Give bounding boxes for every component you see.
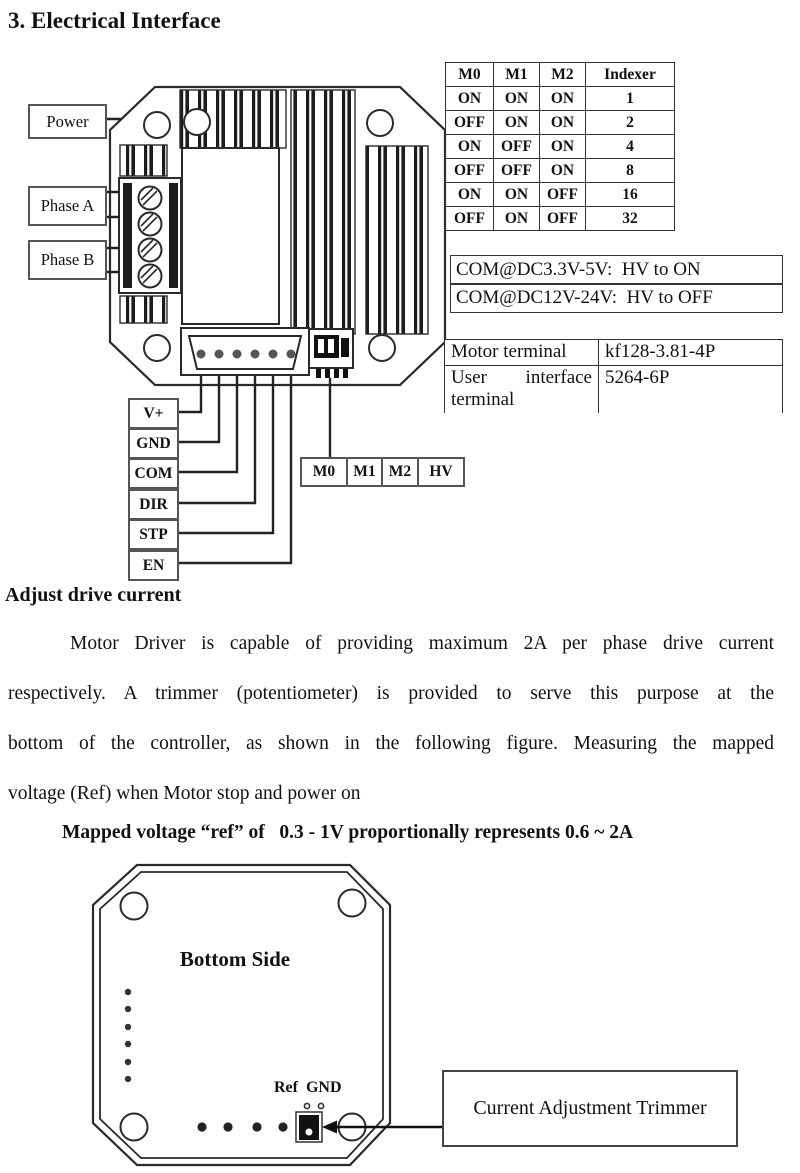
corner-hole [121, 893, 148, 920]
mode-cell-m1: M1 [348, 457, 383, 487]
terminal-name: Motor terminal [445, 340, 598, 366]
mode-cell-m0: M0 [300, 457, 348, 487]
col-header: M0 [446, 63, 494, 87]
cell: ON [540, 135, 586, 159]
terminal-value: kf128-3.81-4P [598, 340, 782, 366]
cell: ON [446, 87, 494, 111]
cell: ON [494, 183, 540, 207]
pin-label-stp: STP [128, 519, 179, 550]
mode-cell-m2: M2 [383, 457, 419, 487]
cell: 16 [586, 183, 675, 207]
indexer-table [445, 62, 675, 231]
terminal-value: 5264-6P [598, 366, 782, 413]
center-component [182, 148, 279, 324]
mapped-voltage-note: Mapped voltage “ref” of 0.3 - 1V proportionally represents 0.6 ~ 2A [62, 822, 634, 843]
ref-gnd-label: Ref GND [274, 1079, 342, 1096]
cell: 8 [586, 159, 675, 183]
corner-hole [367, 110, 393, 136]
col-header: Indexer [586, 63, 675, 87]
cell: ON [494, 207, 540, 231]
cell: ON [540, 87, 586, 111]
table-row [446, 87, 675, 111]
body-line: respectively. A trimmer (potentiometer) is provided to serve this purpose at the [8, 683, 774, 704]
table-row [446, 111, 675, 135]
mode-pin-strip [300, 457, 465, 487]
corner-hole [339, 890, 366, 917]
cell: OFF [446, 159, 494, 183]
trimmer-potentiometer [296, 1112, 322, 1142]
table-row [446, 207, 675, 231]
com-wire [175, 376, 237, 472]
corner-hole [121, 1114, 148, 1141]
corner-hole [144, 335, 170, 361]
cell: OFF [494, 159, 540, 183]
mode-cell-hv: HV [419, 457, 465, 487]
pin-label-dir: DIR [128, 489, 179, 520]
cell: 32 [586, 207, 675, 231]
table-row [446, 183, 675, 207]
body-line: bottom of the controller, as shown in the following figure. Measuring the mapped [8, 733, 774, 754]
cell: OFF [540, 207, 586, 231]
cell: ON [494, 87, 540, 111]
cell: OFF [446, 111, 494, 135]
col-header: M2 [540, 63, 586, 87]
body-line: Motor Driver is capable of providing maximum 2A per phase drive current [70, 633, 774, 654]
terminal-spec-table [444, 339, 783, 413]
section-title: 3. Electrical Interface [8, 8, 221, 33]
cell: ON [494, 111, 540, 135]
dir-wire [175, 376, 255, 503]
corner-hole [144, 112, 170, 138]
body-line: voltage (Ref) when Motor stop and power on [8, 783, 361, 804]
pin-label-com: COM [128, 458, 179, 489]
cell: ON [446, 183, 494, 207]
screw-hole [184, 109, 210, 135]
cell: ON [446, 135, 494, 159]
corner-hole [369, 335, 395, 361]
adjust-heading: Adjust drive current [5, 584, 182, 606]
connector-6pin [181, 328, 309, 375]
table-row [446, 159, 675, 183]
cell: OFF [446, 207, 494, 231]
cell: ON [540, 111, 586, 135]
phase-b-label-box: Phase B [28, 240, 107, 280]
stp-wire [175, 376, 273, 533]
phase-a-label-box: Phase A [28, 186, 107, 226]
bottom-side-label: Bottom Side [179, 947, 291, 971]
pin-label-vplus: V+ [128, 398, 179, 429]
terminal-name: User interface terminal [451, 367, 592, 410]
cell: 2 [586, 111, 675, 135]
screw-terminal-block [119, 178, 181, 293]
com-voltage-row: COM@DC12V-24V: HV to OFF [450, 284, 783, 313]
cell: OFF [540, 183, 586, 207]
col-header: M1 [494, 63, 540, 87]
driver-bottom-view [93, 865, 442, 1165]
trimmer-callout-box: Current Adjustment Trimmer [442, 1070, 738, 1147]
cell: OFF [494, 135, 540, 159]
cell: 1 [586, 87, 675, 111]
cell: ON [540, 159, 586, 183]
com-voltage-row: COM@DC3.3V-5V: HV to ON [450, 255, 783, 284]
pin-label-gnd: GND [128, 428, 179, 459]
pin-label-en: EN [128, 550, 179, 581]
power-label-box: Power [28, 104, 107, 139]
table-row [446, 63, 675, 87]
cell: 4 [586, 135, 675, 159]
table-row [446, 135, 675, 159]
